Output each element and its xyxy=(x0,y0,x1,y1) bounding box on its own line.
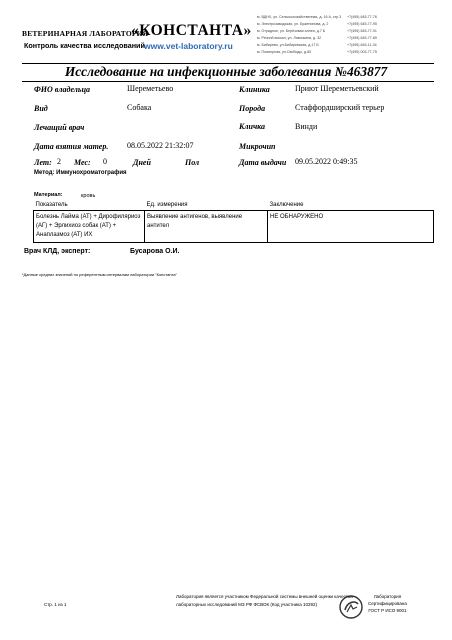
phone-item: +7(495) 645-77-91 xyxy=(347,29,377,33)
address-item: м. Бибирево, ул.Бибиревская, д.17 Б xyxy=(257,43,319,47)
nickname-label: Кличка xyxy=(239,122,266,131)
lab-subtitle: Контроль качества исследований xyxy=(24,41,145,50)
species-value: Собака xyxy=(127,103,152,112)
address-item: м. Электрозаводская, ул. Буженинова, д. 2 xyxy=(257,22,329,26)
table-header-row xyxy=(34,201,434,211)
clinic-label: Клиника xyxy=(239,85,270,94)
issue-date-label: Дата выдачи xyxy=(239,158,287,167)
owner-value: Шереметьево xyxy=(127,84,174,93)
title-divider xyxy=(22,81,434,82)
phone-item: +7(495) 645-11-34 xyxy=(347,43,377,47)
sex-label: Пол xyxy=(185,158,200,167)
column-header-indicator: Показатель xyxy=(34,201,145,211)
phone-item: +7(495) 645-77-95 xyxy=(347,22,377,26)
address-item: м. Речной вокзал, ул. Лавочкина, д. 32 xyxy=(257,36,322,40)
doctor-label: Лечащий врач xyxy=(34,123,85,132)
sample-date-label: Дата взятия матер. xyxy=(34,142,109,151)
lab-website-link[interactable]: www.vet-laboratory.ru xyxy=(144,41,233,51)
issue-date-value: 09.05.2022 0:49:35 xyxy=(295,157,358,166)
unit-cell: Выявление антигенов, выявление антител xyxy=(145,211,268,243)
phone-item: +7(495) 645-77-89 xyxy=(347,36,377,40)
nickname-value: Винди xyxy=(295,122,318,131)
age-years-label: Лет: xyxy=(34,158,52,167)
cert-line: Лаборатория xyxy=(373,594,402,599)
certification-logo-icon xyxy=(338,594,364,625)
footnote: *Данные средних значений по референтным интервалам лаборатории "Константа" xyxy=(22,272,178,277)
participation-line: Лаборатория является участником Федеральной системы внешней оценки качества xyxy=(176,594,353,599)
cert-line: Сертифицирована xyxy=(368,601,407,606)
results-table xyxy=(33,201,434,243)
breed-value: Стаффордширский терьер xyxy=(295,103,385,112)
method-label: Метод: Иммунохроматография xyxy=(34,170,127,176)
age-days-label: Дней xyxy=(133,158,151,167)
phone-item: +7(495) 645-77-76 xyxy=(347,15,377,19)
age-months-value: 0 xyxy=(103,157,107,166)
column-header-conclusion: Заключение xyxy=(268,201,434,211)
breed-label: Порода xyxy=(239,104,266,113)
lab-label: ВЕТЕРИНАРНАЯ ЛАБОРАТОРИЯ xyxy=(22,29,149,38)
material-value: кровь xyxy=(81,193,96,199)
address-item: м. Отрадное, ул. Берёзовая аллея, д.7 Б xyxy=(257,29,326,33)
microchip-label: Микрочип xyxy=(239,142,276,151)
cert-line: ГОСТ Р ИСО 9001 xyxy=(368,608,407,613)
address-item: м. Планерная, ул.Свободы, д.65 xyxy=(257,50,312,54)
material-label: Материал: xyxy=(34,192,63,198)
age-months-label: Мес: xyxy=(74,158,91,167)
phone-item: +7(495) 003-77-75 xyxy=(347,50,377,54)
document-title: Исследование на инфекционные заболевания №463877 xyxy=(64,64,388,79)
participation-line: лабораторных исследований МЗ РФ ФСВОК (Код участника 10292) xyxy=(176,601,318,607)
indicator-cell: Болезнь Лайма (АТ) + Дирофиляриоз (АГ) + Эрлихиоз собак (АТ) + Анаплазмоз (АТ) ИХ xyxy=(34,211,145,243)
signature-name: Бусарова О.И. xyxy=(130,248,180,255)
owner-label: ФИО владельца xyxy=(34,85,91,94)
age-years-value: 2 xyxy=(57,157,61,166)
column-header-unit: Ед. измерения xyxy=(145,201,268,211)
certification-note xyxy=(368,593,407,614)
participation-note xyxy=(176,593,353,608)
species-label: Вид xyxy=(34,104,48,113)
address-item: м. ВДНХ, ул. Сельскохозяйственная, д. 16 А, стр.3 xyxy=(257,15,342,19)
lab-name: «КОНСТАНТА» xyxy=(131,22,252,39)
clinic-value: Приют Шереметьевский xyxy=(295,84,379,93)
sample-date-value: 08.05.2022 21:32:07 xyxy=(127,141,194,150)
page-number: Стр. 1 из 1 xyxy=(44,602,67,607)
conclusion-cell: НЕ ОБНАРУЖЕНО xyxy=(268,211,434,243)
table-row xyxy=(34,211,434,243)
signature-label: Врач КЛД, эксперт: xyxy=(24,248,91,255)
